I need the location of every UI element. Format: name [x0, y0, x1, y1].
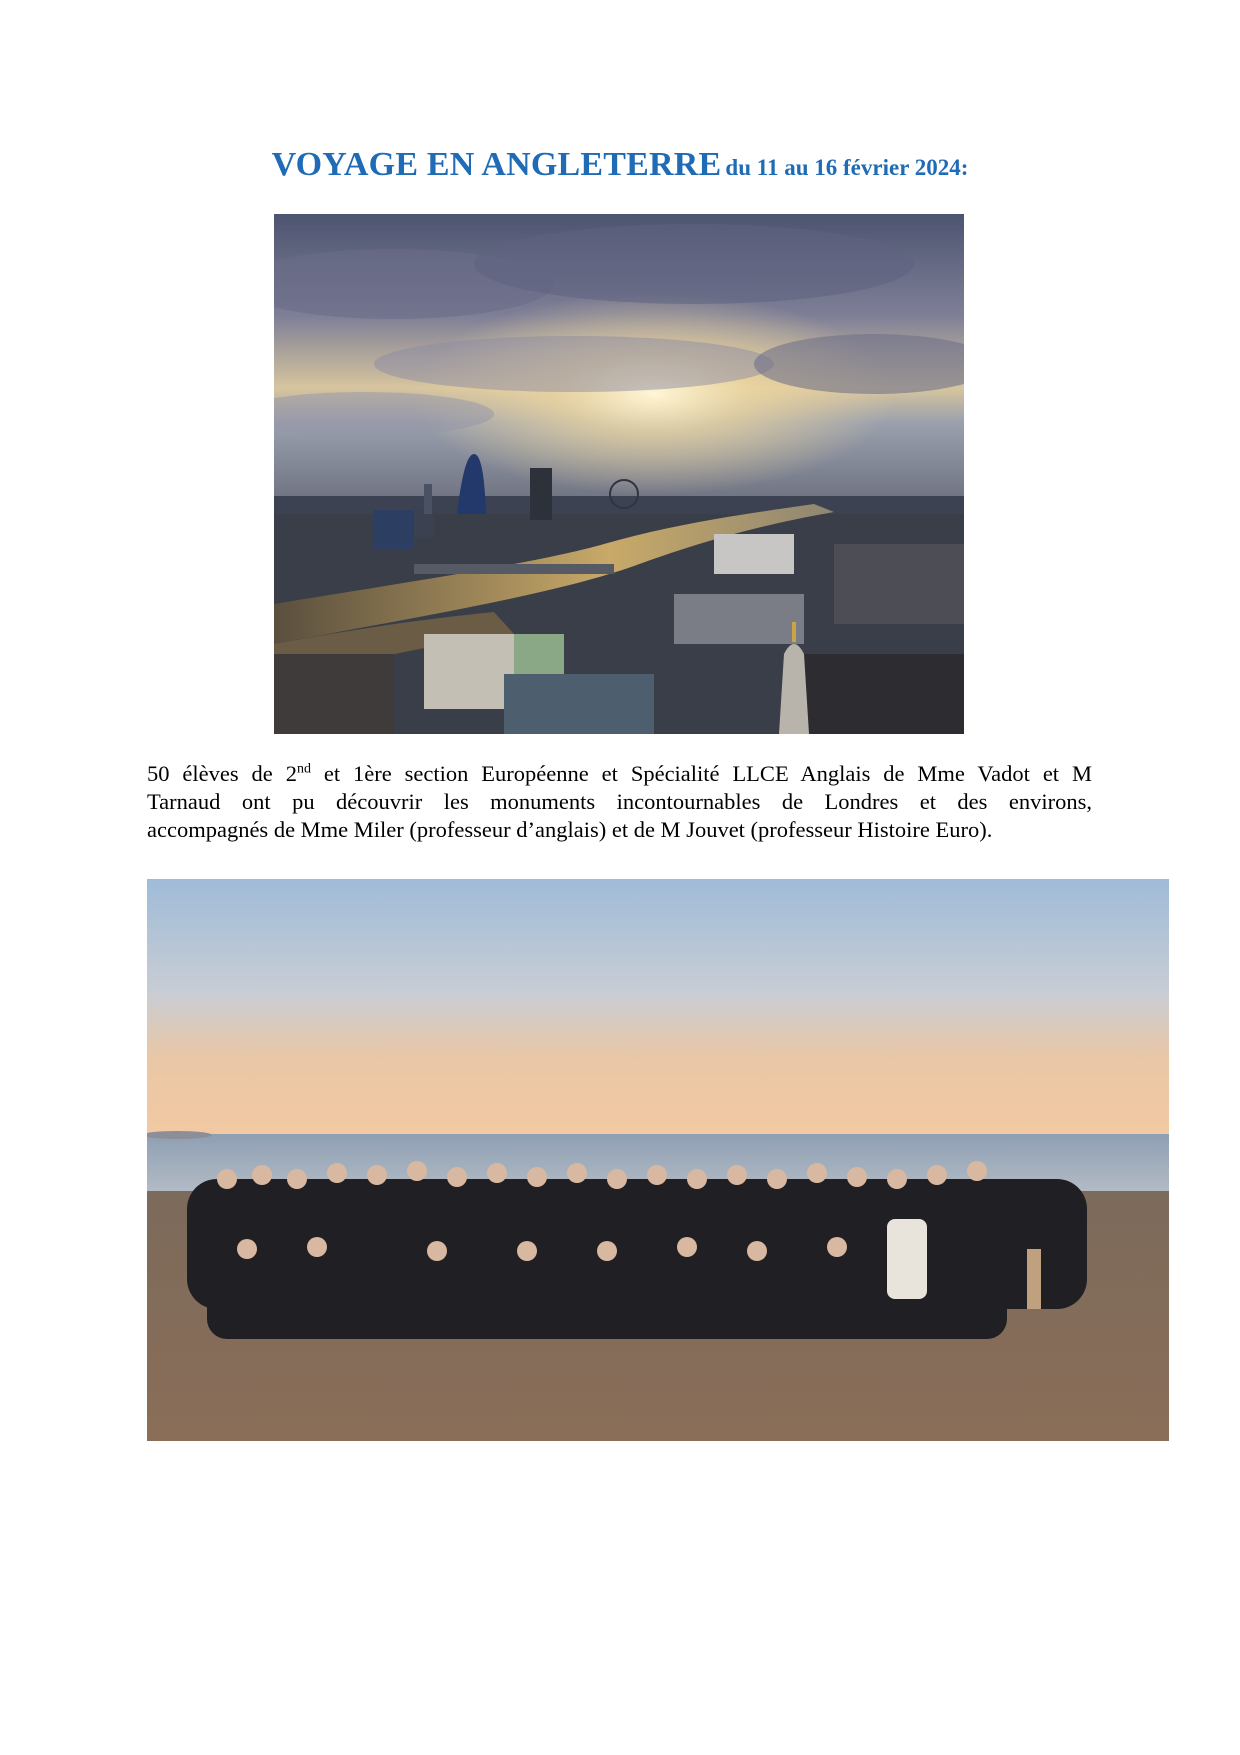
london-skyline-photo: [274, 214, 964, 734]
line1-text-a: 50 élèves de 2: [147, 761, 297, 786]
line1-superscript: nd: [296, 761, 311, 777]
line1-text-b: et 1ère section Européenne et Spécialité LLCE Anglais de Mme Vadot et M: [310, 761, 1092, 786]
paragraph-line-2: Tarnaud ont pu découvrir les monuments incontournables de Londres et des environs,: [147, 789, 1092, 814]
paragraph-line-3: accompagnés de Mme Miler (professeur d’anglais) et de M Jouvet (professeur Histoire Euro).: [147, 817, 993, 842]
title-dates: du 11 au 16 février 2024:: [725, 155, 969, 180]
title-main: VOYAGE EN ANGLETERRE: [271, 146, 722, 183]
trip-description: [147, 760, 1092, 844]
page-title: [0, 146, 1240, 184]
group-beach-photo: [147, 879, 1169, 1441]
paragraph-line-1: [147, 760, 1092, 788]
